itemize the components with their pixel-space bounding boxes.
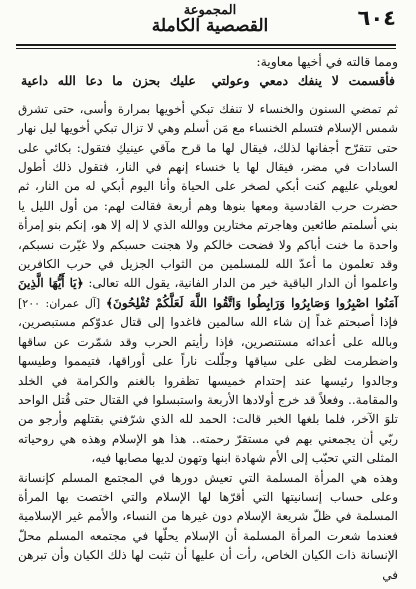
paragraph: وهذه هي المرأة المسلمة التي تعيش دورها في المجتمع المسلم كإنسانة وعلى حساب إنسانيتها التي أقرّها لها الإسلام والتي اختصت بها المرأة المسلمة في ظلّ شريعة الإسلام دون غيرها من النساء، والأمم غير الإسلامية فعندما شعرت المرأة المسلمة أن الإسلام يحلّها في مجتمعه المسلم محلّ الإنسانة ذات الكيان الخاص، رأت أن عليها أن تثبت لها ذلك الكيان وأن تبرهن في (18, 470, 398, 582)
verse-reference: [آل عمران: ٢٠٠] (18, 296, 101, 310)
quran-verse: ﴿يَا أَيُّهَا الَّذِينَ آمَنُوا اصْبِرُوا وَصَابِرُوا وَرَابِطُوا وَاتَّقُوا اللَّهَ لَعَلَّكُمْ تُفْلِحُونَ﴾ (18, 276, 398, 310)
page-number: ٦٠٤ (357, 6, 396, 30)
book-title: القصصية الكاملة (151, 15, 269, 36)
poem-hemistich-second: عليك بحزن ما دعا الله داعية (21, 73, 196, 89)
poem-line (18, 71, 398, 90)
page-header (16, 4, 396, 48)
paragraph-text-continued: فإذا أصبحتم غداً إن شاء الله سالمين فاغدوا إلى قتال عدوّكم مستبصرين، وبالله على أعدائه مستنصرين، فإذا رأيتم الحرب وقد شمّرت عن ساقها واضطرمت لظى على سياقها وجلّلت ناراً على أوراقها، فتيمموا وطيسها وجالدوا رئيسها عند إحتدام خميسها تظفروا بالغنم والكرامة في الخلد والمقامة.. وفعلاً قد خرج أولادها الأربعة واستبسلوا في القتال حتى قُتل الواحد تلوَ الآخر، فلما بلغها الخبر قالت: الحمد لله الذي شرّفني بقتلهم وأرجو من ربّي أن يجمعني بهم في مستقرّ رحمته.. هذا هو الإسلام وهذه هي روحياته المثلى التي تحبّب إلى الأم شهادة ابنها وتهون لديها مصابها فيه، (18, 315, 398, 466)
poem-hemistich-first: فأقسمت لا ينفك دمعي وعولتي (211, 73, 396, 89)
running-title (86, 4, 334, 35)
series-name: المجموعة (183, 3, 237, 18)
paragraph (18, 100, 398, 469)
page-body (18, 52, 398, 585)
header-rule (16, 44, 396, 49)
poem-intro: ومما قالته في أخيها معاوية: (256, 54, 398, 69)
paragraph-text: ثم تمضي السنون والخنساء لا تنفك تبكي أخويها بمرارة وأسى، حتى تشرق شمس الإسلام فتسلم الخنساء مع مَن أسلم وهي لا تزال تبكي أخويها ليل نهار حتى تتقرّح أجفانها لذلك، فيقال لها ما قرح مآقي عينيكِ فتقول: بكائي على السادات في مضر، فيقال لها يا خنساء إنهم في النار، فتقول ذلك أطول لعويلي عليهم كنت أبكي لصخر على الحياة وأنا اليوم أبكي له من النار، ثم حضرت حرب القادسية ومعها بنوها وهم أربعة فقالت لهم: من أول الليل يا بني أسلمتم طائعين وهاجرتم مختارين ووالله الذي لا إله إلا هو، إنكم بنو إمرأة واحدة ما خنت أباكم ولا فضحت خالكم ولا هجنت حسبكم ولا غيّرت نسبكم، وقد تعلمون ما أعدّ الله للمسلمين من الثواب الجزيل في حرب الكافرين واعلموا أن الدار الباقية خير من الدار الفانية، يقول الله تعالى: (18, 101, 398, 291)
